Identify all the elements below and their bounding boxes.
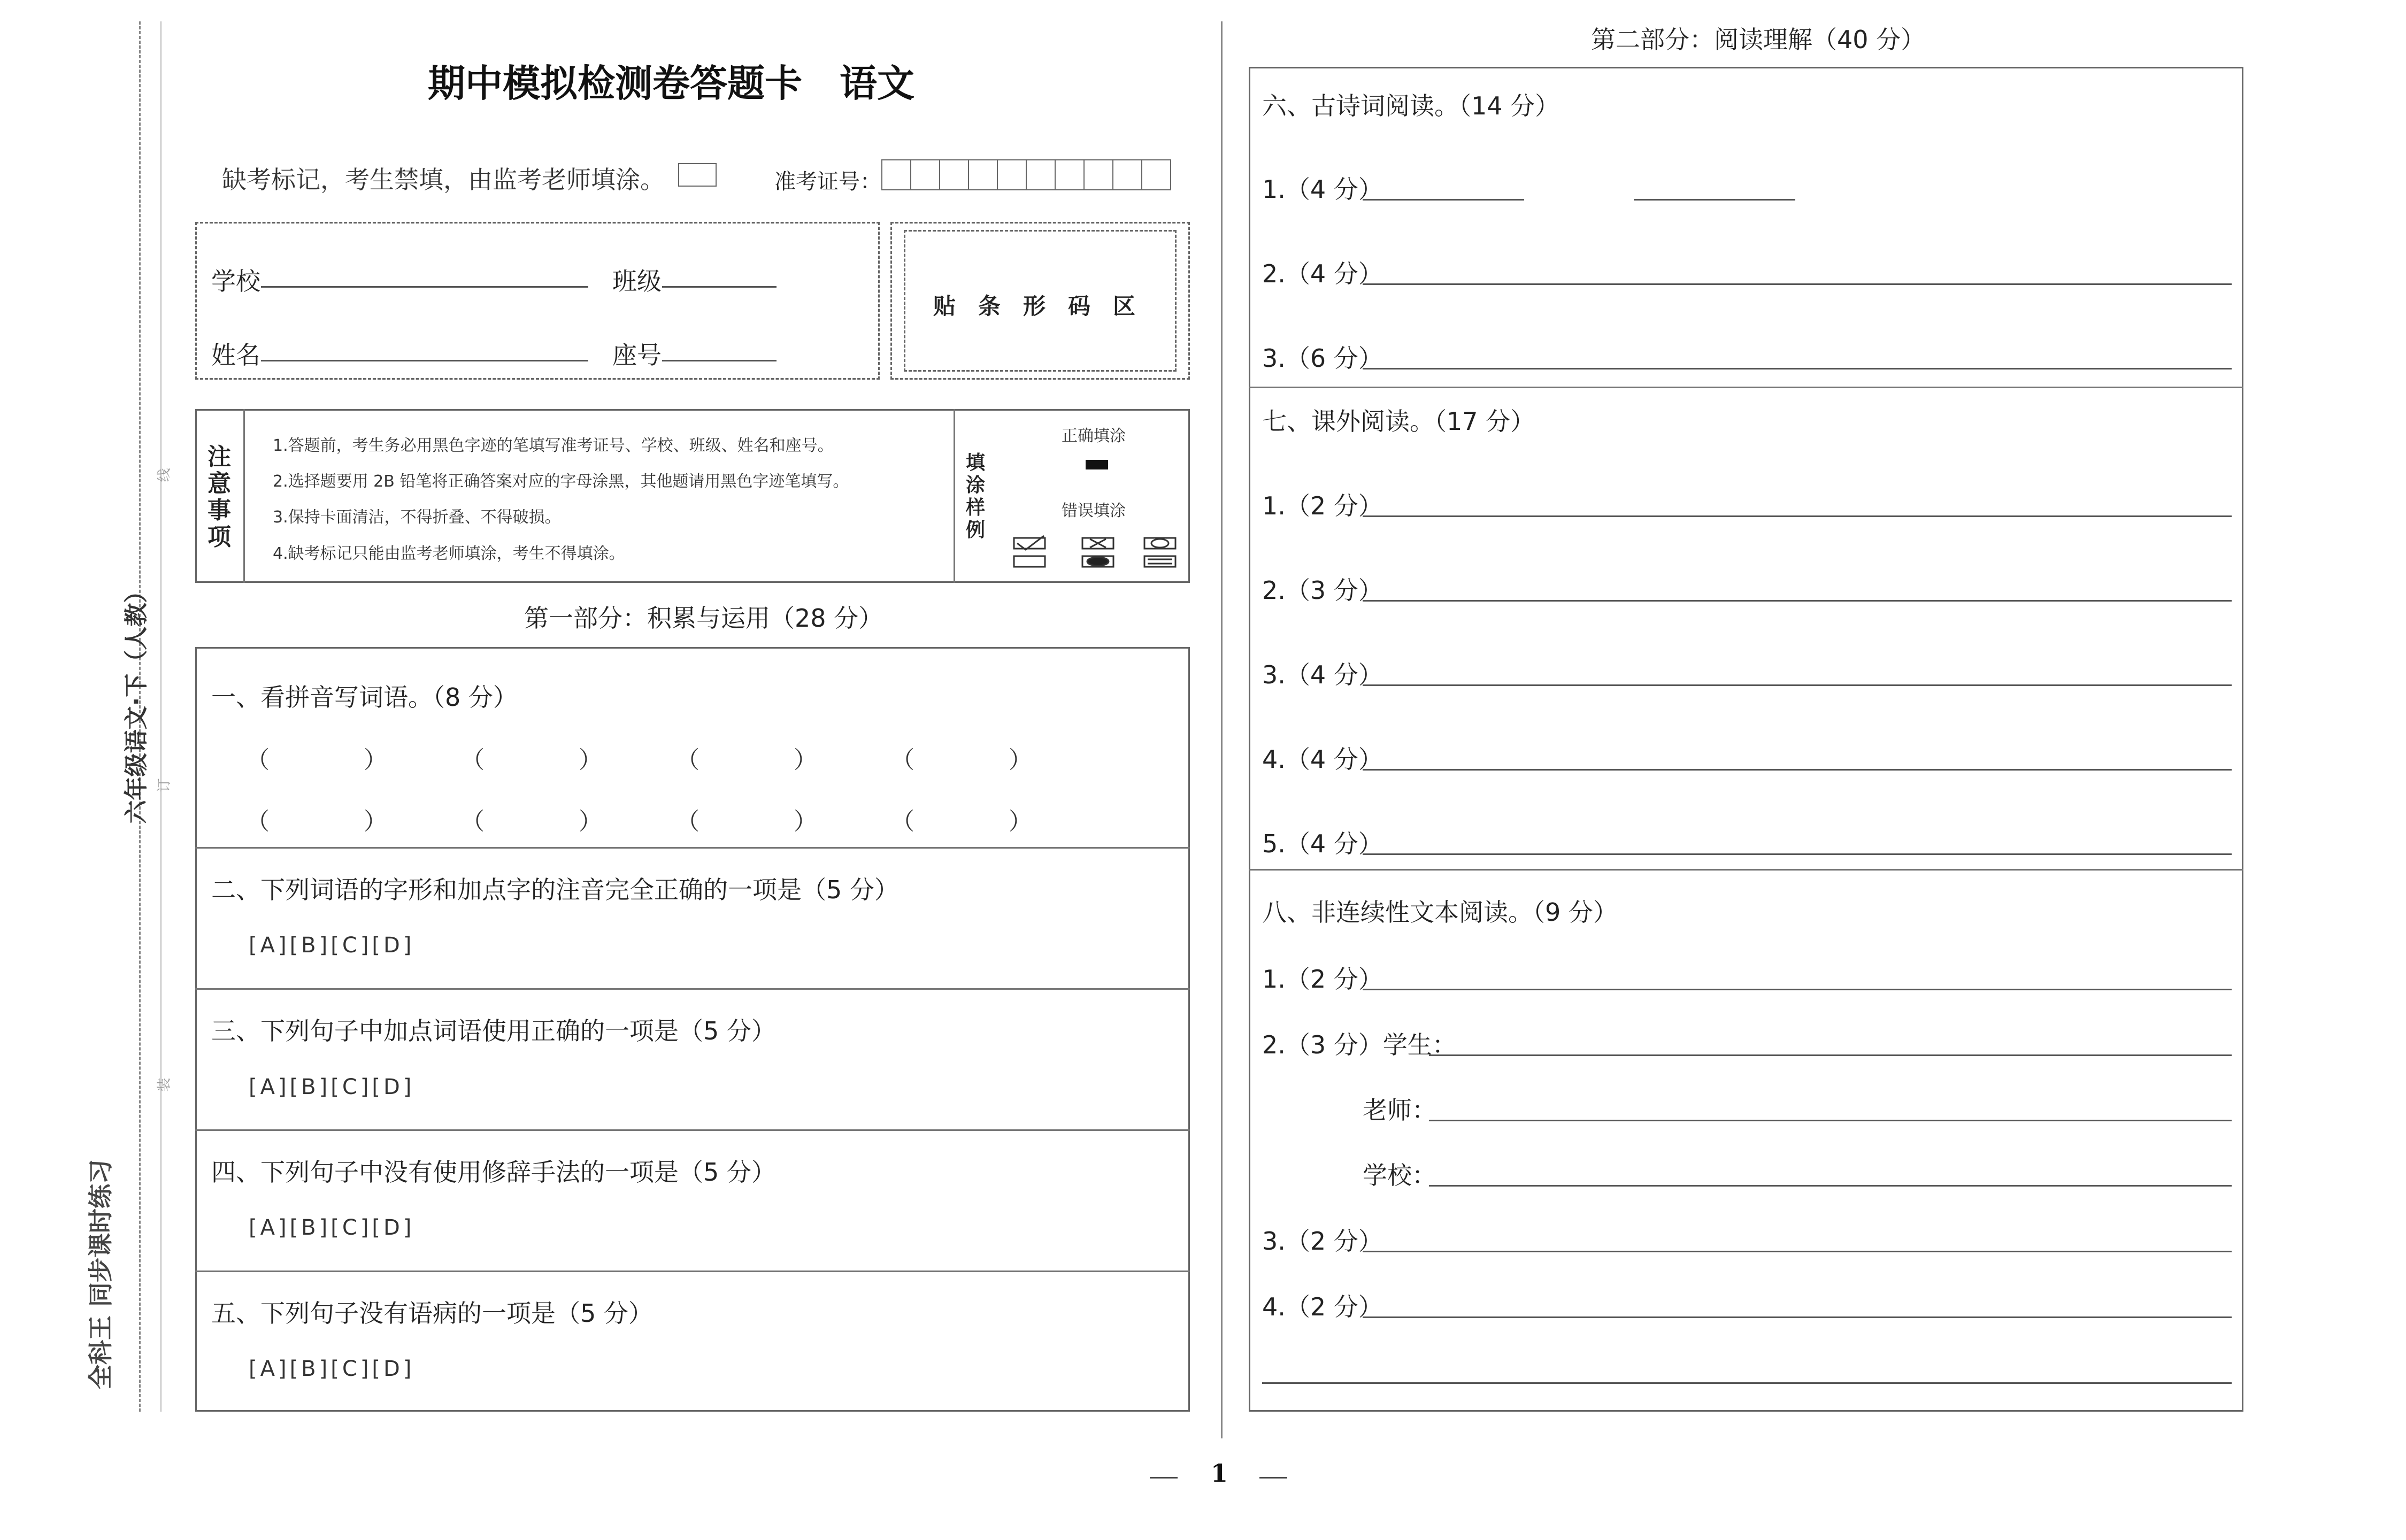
s8-answer-3[interactable] [1363, 1251, 2232, 1252]
s8-answer-2-teacher[interactable] [1429, 1120, 2232, 1121]
q1-title: 一、看拼音写词语。（8 分） [211, 683, 518, 712]
s8-answer-2-student[interactable] [1429, 1054, 2232, 1056]
notice-item-1: 1.答题前，考生务必用黑色字迹的笔填写准考证号、学校、班级、姓名和座号。 [273, 436, 834, 455]
s8-item-2-school: 学校： [1363, 1161, 1436, 1190]
page-title: 期中模拟检测卷答题卡 语文 [428, 61, 914, 105]
exam-no-cells[interactable] [881, 159, 1168, 190]
s8-title: 八、非连续性文本阅读。（9 分） [1262, 898, 1618, 927]
part1-sep-3 [195, 1129, 1190, 1131]
binding-solid-line [160, 21, 162, 1412]
s8-item-2-student: 2.（3 分）学生： [1262, 1030, 1457, 1059]
part1-sep-4 [195, 1270, 1190, 1272]
s7-answer-3[interactable] [1363, 684, 2232, 686]
part2-sep-2 [1249, 869, 2243, 871]
pinyin-blank-close: ） [579, 746, 602, 774]
s8-item-4: 4.（2 分） [1262, 1292, 1383, 1321]
brand-logo: 全科王 同步课时练习 [86, 1159, 116, 1390]
s6-item-2: 2.（4 分） [1262, 259, 1383, 288]
spine-mark-line: 线 [156, 468, 173, 482]
s6-answer-1b[interactable] [1634, 199, 1795, 201]
correct-fill-mark [1086, 460, 1108, 469]
pinyin-blank-open: （ [891, 808, 914, 835]
part1-sep-2 [195, 988, 1190, 990]
s8-answer-2-school[interactable] [1429, 1185, 2232, 1187]
page-number-dash-right [1259, 1477, 1287, 1479]
q3-options[interactable]: [A][B][C][D] [249, 1075, 415, 1099]
s8-item-2-teacher: 老师： [1363, 1096, 1436, 1125]
s7-answer-2[interactable] [1363, 600, 2232, 602]
s7-answer-1[interactable] [1363, 515, 2232, 517]
s6-answer-2[interactable] [1363, 283, 2232, 285]
pinyin-blank-open: （ [676, 808, 699, 835]
page-number-dash-left [1150, 1477, 1178, 1479]
s7-title: 七、课外阅读。（17 分） [1262, 407, 1535, 436]
s7-answer-5[interactable] [1363, 853, 2232, 855]
s7-item-2: 2.（3 分） [1262, 576, 1383, 605]
s7-item-1: 1.（2 分） [1262, 491, 1383, 520]
s7-answer-4[interactable] [1363, 769, 2232, 771]
part2-sep-1 [1249, 387, 2243, 388]
pinyin-blank-close: ） [1009, 808, 1032, 835]
spine-text: 六年级语文·下（人教） [122, 579, 150, 824]
student-info-box [195, 222, 880, 380]
pinyin-blank-close: ） [364, 808, 387, 835]
part2-title: 第二部分：阅读理解（40 分） [1591, 25, 1926, 54]
wrong-sample-check [1014, 536, 1045, 567]
spine-mark-bind: 装 [156, 1077, 173, 1092]
class-label: 班级 [612, 267, 662, 296]
s7-item-5: 5.（4 分） [1262, 829, 1383, 858]
pinyin-blank-close: ） [794, 808, 817, 835]
part1-sep-1 [195, 847, 1190, 849]
s6-item-1: 1.（4 分） [1262, 175, 1383, 204]
s8-answer-4-extra[interactable] [1262, 1382, 2232, 1384]
q2-options[interactable]: [A][B][C][D] [249, 933, 415, 958]
barcode-label: 贴 条 形 码 区 [933, 293, 1136, 319]
column-divider [1221, 21, 1223, 1438]
notice-item-3: 3.保持卡面清洁，不得折叠、不得破损。 [273, 508, 561, 527]
exam-no-label: 准考证号： [774, 170, 881, 194]
s8-answer-4[interactable] [1363, 1316, 2232, 1318]
part1-title: 第一部分：积累与运用（28 分） [524, 604, 883, 633]
seat-field[interactable] [662, 360, 777, 361]
notice-divider-1 [243, 409, 245, 583]
q4-title: 四、下列句子中没有使用修辞手法的一项是（5 分） [211, 1158, 776, 1187]
pinyin-blank-open: （ [246, 746, 270, 774]
pinyin-blank-close: ） [1009, 746, 1032, 774]
pinyin-blank-open: （ [246, 808, 270, 835]
school-field[interactable] [261, 286, 588, 288]
s6-item-3: 3.（6 分） [1262, 344, 1383, 373]
q5-options[interactable]: [A][B][C][D] [249, 1357, 415, 1381]
wrong-fill-samples [1011, 535, 1182, 572]
s7-item-4: 4.（4 分） [1262, 745, 1383, 774]
s8-item-1: 1.（2 分） [1262, 965, 1383, 994]
s8-item-3: 3.（2 分） [1262, 1227, 1383, 1256]
notice-heading: 注意事项 [207, 443, 231, 551]
name-label: 姓名 [211, 341, 260, 369]
spine-mark-staple: 订 [156, 778, 173, 792]
pinyin-blank-close: ） [794, 746, 817, 774]
pinyin-blank-close: ） [364, 746, 387, 774]
pinyin-blank-open: （ [461, 808, 485, 835]
notice-divider-2 [954, 409, 955, 583]
sample-heading: 填涂样例 [966, 452, 986, 541]
page-number: 1 [1211, 1459, 1228, 1488]
wrong-sample-cross [1082, 538, 1113, 567]
class-field[interactable] [662, 286, 777, 288]
pinyin-blank-open: （ [676, 746, 699, 774]
q3-title: 三、下列句子中加点词语使用正确的一项是（5 分） [211, 1017, 776, 1045]
q2-title: 二、下列词语的字形和加点字的注音完全正确的一项是（5 分） [211, 875, 899, 904]
s7-item-3: 3.（4 分） [1262, 660, 1383, 689]
school-label: 学校 [211, 267, 260, 296]
name-field[interactable] [261, 360, 588, 361]
wrong-sample-circle [1144, 538, 1175, 567]
absent-note: 缺考标记，考生禁填，由监考老师填涂。 [222, 165, 665, 194]
absent-mark-box[interactable] [678, 163, 717, 187]
s8-answer-1[interactable] [1363, 989, 2232, 990]
pinyin-blank-open: （ [461, 746, 485, 774]
correct-fill-label: 正确填涂 [1062, 427, 1126, 445]
seat-label: 座号 [612, 341, 662, 369]
pinyin-blank-open: （ [891, 746, 914, 774]
s6-title: 六、古诗词阅读。（14 分） [1262, 91, 1560, 120]
part2-box [1249, 67, 2243, 1412]
wrong-fill-label: 错误填涂 [1062, 502, 1126, 520]
notice-item-4: 4.缺考标记只能由监考老师填涂，考生不得填涂。 [273, 544, 625, 563]
q5-title: 五、下列句子没有语病的一项是（5 分） [211, 1299, 653, 1328]
pinyin-blank-close: ） [579, 808, 602, 835]
s6-answer-1a[interactable] [1363, 199, 1524, 201]
q4-options[interactable]: [A][B][C][D] [249, 1215, 415, 1240]
notice-item-2: 2.选择题要用 2B 铅笔将正确答案对应的字母涂黑，其他题请用黑色字迹笔填写。 [273, 472, 849, 491]
s6-answer-3[interactable] [1363, 368, 2232, 369]
